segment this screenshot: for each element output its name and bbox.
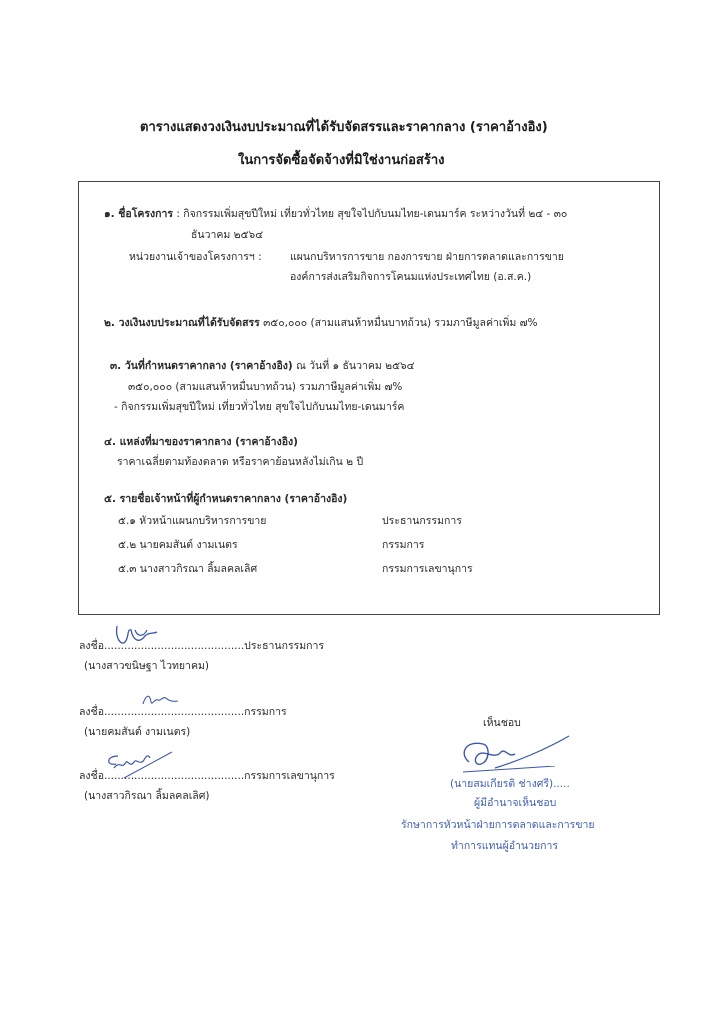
member-role: ประธานกรรมการ bbox=[382, 515, 462, 527]
section2-heading: ๒. วงเงินงบประมาณที่ได้รับจัดสรร bbox=[104, 317, 260, 329]
member-role: กรรมการเลขานุการ bbox=[382, 563, 473, 575]
member-name: ๕.๒ นายคมสันต์ งามเนตร bbox=[118, 539, 238, 551]
section3-line bbox=[110, 357, 415, 374]
signature-name-member: (นายคมสันต์ งามเนตร) bbox=[84, 726, 191, 738]
signature-name-chair: (นางสาวขนิษฐา ไวทยาคม) bbox=[84, 660, 209, 672]
approver-position-line2: ทำการแทนผู้อำนวยการ bbox=[451, 840, 559, 852]
section1-agency-line1: แผนกบริหารการขาย กองการขาย ฝ่ายการตลาดและการขาย bbox=[290, 251, 564, 263]
section1-text: : กิจกรรมเพิ่มสุขปีใหม่ เที่ยวทั่วไทย สุขใจไปกับนมไทย-เดนมาร์ค ระหว่างวันที่ ๒๔ - ๓๐ bbox=[176, 208, 568, 220]
signature-line-chair: ลงชื่อ..........................................ประธานกรรมการ bbox=[79, 640, 325, 652]
approver-position-line1: รักษาการหัวหน้าฝ่ายการตลาดและการขาย bbox=[401, 819, 595, 831]
signature-line-secretary: ลงชื่อ..........................................กรรมการเลขานุการ bbox=[79, 770, 335, 782]
approval-stamp: ผู้มีอำนาจเห็นชอบ bbox=[474, 797, 557, 809]
handwritten-signature-approver bbox=[455, 732, 573, 778]
section1-line bbox=[104, 205, 567, 222]
handwritten-signature-chair bbox=[113, 620, 163, 652]
document-title-line2: ในการจัดซื้อจัดจ้างที่มิใช่งานก่อสร้าง bbox=[238, 153, 445, 168]
section3-line3: - กิจกรรมเพิ่มสุขปีใหม่ เที่ยวทั่วไทย สุขใจไปกับนมไทย-เดนมาร์ค bbox=[114, 401, 405, 413]
member-role: กรรมการ bbox=[382, 539, 425, 551]
section1-heading: ๑. ชื่อโครงการ bbox=[104, 208, 174, 220]
member-name: ๕.๓ นางสาวกิรณา ลิ้มลคลเลิศ bbox=[118, 563, 258, 575]
section2-text: ๓๕๐,๐๐๐ (สามแสนห้าหมื่นบาทถ้วน) รวมภาษีมูลค่าเพิ่ม ๗% bbox=[263, 317, 538, 329]
section1-agency-label: หน่วยงานเจ้าของโครงการฯ : bbox=[129, 251, 262, 263]
signature-line-member: ลงชื่อ..........................................กรรมการ bbox=[79, 706, 287, 718]
section1-agency-line2: องค์การส่งเสริมกิจการโคนมแห่งประเทศไทย (อ.ส.ค.) bbox=[290, 271, 532, 283]
member-name: ๕.๑ หัวหน้าแผนกบริหารการขาย bbox=[118, 515, 267, 527]
signature-name-secretary: (นางสาวกิรณา ลิ้มลคลเลิศ) bbox=[84, 790, 210, 802]
approval-label: เห็นชอบ bbox=[483, 717, 521, 729]
section4-heading: ๔. แหล่งที่มาของราคากลาง (ราคาอ้างอิง) bbox=[104, 436, 298, 448]
document-title-line1: ตารางแสดงวงเงินงบประมาณที่ได้รับจัดสรรและราคากลาง (ราคาอ้างอิง) bbox=[140, 120, 548, 135]
section1-text-cont: ธันวาคม ๒๕๖๔ bbox=[191, 229, 264, 241]
section5-heading: ๕. รายชื่อเจ้าหน้าที่ผู้กำหนดราคากลาง (ราคาอ้างอิง) bbox=[104, 493, 348, 505]
handwritten-signature-secretary bbox=[104, 748, 176, 780]
section3-heading: ๓. วันที่กำหนดราคากลาง (ราคาอ้างอิง) bbox=[110, 360, 293, 372]
section3-line2: ๓๕๐,๐๐๐ (สามแสนห้าหมื่นบาทถ้วน) รวมภาษีมูลค่าเพิ่ม ๗% bbox=[128, 381, 403, 393]
handwritten-signature-member bbox=[140, 690, 182, 710]
section3-text: ณ วันที่ ๑ ธันวาคม ๒๕๖๔ bbox=[296, 360, 415, 372]
section2-line bbox=[104, 314, 538, 331]
section4-text: ราคาเฉลี่ยตามท้องตลาด หรือราคาย้อนหลังไม่เกิน ๒ ปี bbox=[117, 456, 364, 468]
approver-name: (นายสมเกียรติ ช่างศรี)..... bbox=[450, 778, 570, 790]
